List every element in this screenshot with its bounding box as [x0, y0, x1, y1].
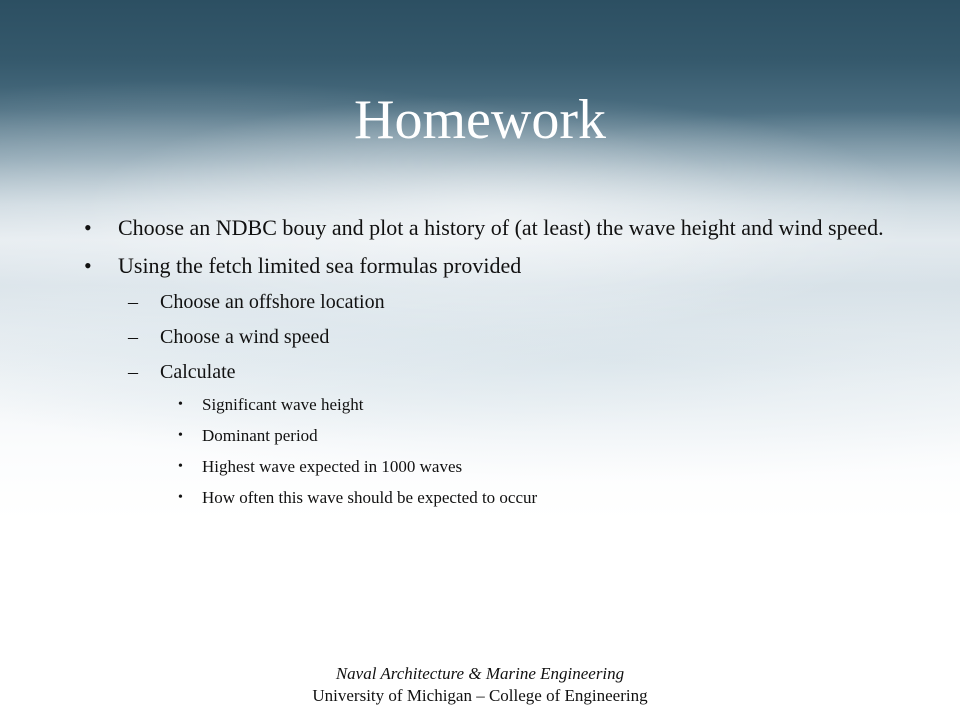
sub-sub-bullet-item: [80, 486, 900, 510]
bullet-marker: •: [178, 490, 183, 505]
bullet-item: [80, 250, 900, 282]
sub-bullet-item: [80, 288, 900, 316]
bullet-marker: •: [84, 253, 92, 278]
sub-sub-bullet-item: [80, 393, 900, 417]
sub-sub-bullet-text: Dominant period: [202, 426, 318, 445]
bullet-text: Using the fetch limited sea formulas provided: [118, 253, 522, 278]
dash-marker: –: [128, 291, 138, 313]
slide-title: Homework: [354, 89, 606, 151]
sub-sub-bullet-text: How often this wave should be expected to occur: [202, 488, 538, 507]
bullet-marker: •: [178, 459, 183, 474]
footer-department: Naval Architecture & Marine Engineering: [335, 664, 625, 683]
sub-sub-bullet-item: [80, 424, 900, 448]
bullet-item: [80, 212, 900, 244]
sub-bullet-item: [80, 358, 900, 386]
sub-bullet-text: Calculate: [160, 361, 236, 383]
bullet-text: Choose an NDBC bouy and plot a history of (at least) the wave height and wind speed.: [118, 215, 884, 240]
sub-sub-bullet-item: [80, 455, 900, 479]
sub-sub-bullet-text: Significant wave height: [202, 395, 364, 414]
sub-bullet-text: Choose an offshore location: [160, 291, 385, 313]
footer-university: University of Michigan – College of Engineering: [312, 686, 648, 705]
sub-bullet-item: [80, 323, 900, 351]
sub-bullet-text: Choose a wind speed: [160, 326, 330, 348]
bullet-list: [80, 212, 900, 517]
bullet-marker: •: [84, 215, 92, 240]
dash-marker: –: [128, 361, 138, 383]
bullet-marker: •: [178, 428, 183, 443]
bullet-marker: •: [178, 397, 183, 412]
dash-marker: –: [128, 326, 138, 348]
sub-sub-bullet-text: Highest wave expected in 1000 waves: [202, 457, 463, 476]
